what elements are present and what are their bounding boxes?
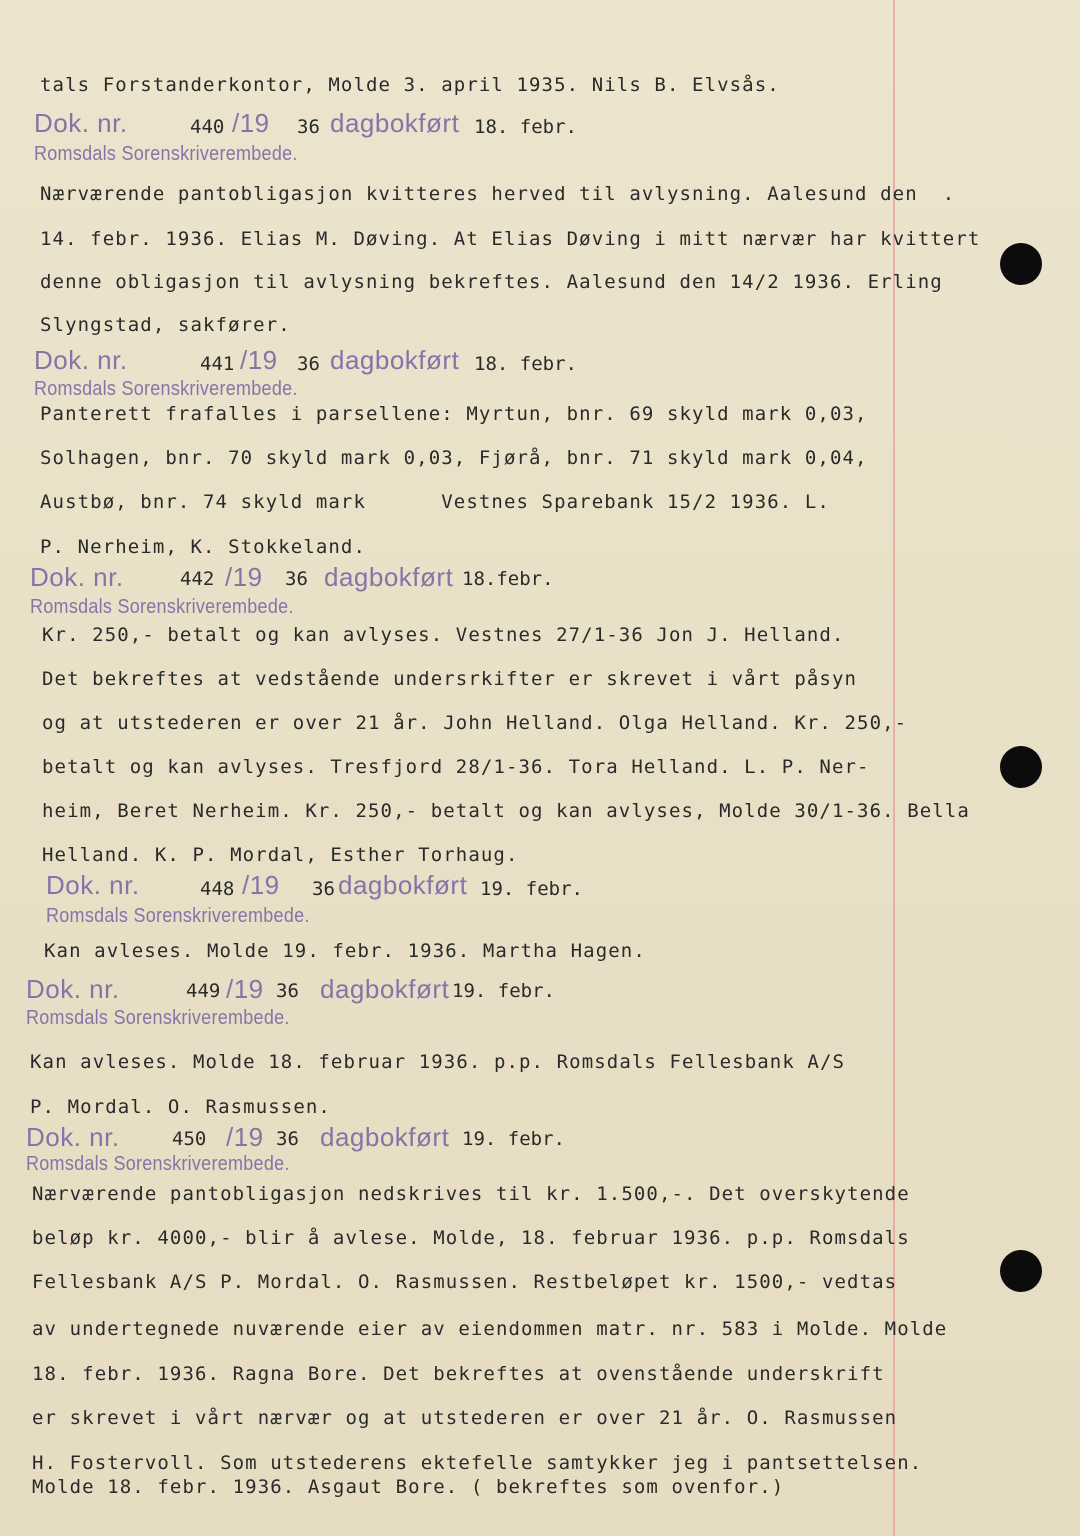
text-line: Det bekreftes at vedstående undersrkifter er skrevet i vårt påsyn [42, 668, 858, 690]
dagbok-label: dagbokført [330, 108, 460, 138]
year-prefix: /19 [242, 870, 280, 900]
dok-nr-label: Dok. nr. [34, 108, 128, 138]
text-line: P. Mordal. O. Rasmussen. [30, 1096, 331, 1118]
binder-hole [1000, 243, 1042, 285]
dok-number: 450 [172, 1128, 207, 1150]
year-prefix: /19 [240, 345, 278, 375]
text-line: denne obligasjon til avlysning bekreftes. Aalesund den 14/2 1936. Erling [40, 271, 943, 293]
entry-date: 19. febr. [480, 878, 583, 900]
text-line: og at utstederen er over 21 år. John Helland. Olga Helland. Kr. 250,- [42, 712, 908, 734]
text-line: Austbø, bnr. 74 skyld mark Vestnes Sparebank 15/2 1936. L. [40, 491, 830, 513]
entry-date: 18. febr. [474, 116, 577, 138]
text-line: P. Nerheim, K. Stokkeland. [40, 536, 367, 558]
text-line: heim, Beret Nerheim. Kr. 250,- betalt og kan avlyses, Molde 30/1-36. Bella [42, 800, 970, 822]
text-line: Solhagen, bnr. 70 skyld mark 0,03, Fjørå, bnr. 71 skyld mark 0,04, [40, 447, 868, 469]
text-line: 14. febr. 1936. Elias M. Døving. At Elias Døving i mitt nærvær har kvittert [40, 228, 981, 250]
office-name: Romsdals Sorenskriverembede. [46, 905, 310, 927]
text-line: Kan avleses. Molde 19. febr. 1936. Martha Hagen. [44, 940, 646, 962]
dagbok-label: dagbokført [320, 1122, 450, 1152]
text-line: Nærværende pantobligasjon nedskrives til kr. 1.500,-. Det overskytende [32, 1183, 910, 1205]
text-line: er skrevet i vårt nærvær og at utstederen er over 21 år. O. Rasmussen [32, 1407, 898, 1429]
dok-nr-label: Dok. nr. [26, 1122, 120, 1152]
text-line: tals Forstanderkontor, Molde 3. april 1935. Nils B. Elvsås. [40, 74, 780, 96]
dok-nr-label: Dok. nr. [26, 974, 120, 1004]
year-suffix: 36 [297, 116, 320, 138]
dagbok-label: dagbokført [320, 974, 450, 1004]
entry-date: 18. febr. [474, 353, 577, 375]
text-line: av undertegnede nuværende eier av eiendommen matr. nr. 583 i Molde. Molde [32, 1318, 948, 1340]
text-line: Panterett frafalles i parsellene: Myrtun, bnr. 69 skyld mark 0,03, [40, 403, 868, 425]
dagbok-label: dagbokført [330, 345, 460, 375]
year-suffix: 36 [276, 980, 299, 1002]
text-line: Molde 18. febr. 1936. Asgaut Bore. ( bekreftes som ovenfor.) [32, 1476, 785, 1498]
year-prefix: /19 [226, 974, 264, 1004]
binder-hole [1000, 746, 1042, 788]
text-line: Helland. K. P. Mordal, Esther Torhaug. [42, 844, 519, 866]
text-line: Kan avleses. Molde 18. februar 1936. p.p. Romsdals Fellesbank A/S [30, 1051, 846, 1073]
text-line: betalt og kan avlyses. Tresfjord 28/1-36. Tora Helland. L. P. Ner- [42, 756, 870, 778]
text-line: Kr. 250,- betalt og kan avlyses. Vestnes 27/1-36 Jon J. Helland. [42, 624, 845, 646]
dagbok-label: dagbokført [338, 870, 468, 900]
year-prefix: /19 [226, 1122, 264, 1152]
dok-nr-label: Dok. nr. [34, 345, 128, 375]
year-suffix: 36 [285, 568, 308, 590]
dok-number: 440 [190, 116, 225, 138]
text-line: 18. febr. 1936. Ragna Bore. Det bekreftes at ovenstående underskrift [32, 1363, 885, 1385]
year-suffix: 36 [312, 878, 335, 900]
year-suffix: 36 [297, 353, 320, 375]
office-name: Romsdals Sorenskriverembede. [34, 378, 298, 400]
office-name: Romsdals Sorenskriverembede. [34, 143, 298, 165]
office-name: Romsdals Sorenskriverembede. [26, 1007, 290, 1029]
entry-date: 19. febr. [452, 980, 555, 1002]
dok-number: 442 [180, 568, 215, 590]
entry-date: 19. febr. [462, 1128, 565, 1150]
entry-date: 18.febr. [462, 568, 554, 590]
text-line: beløp kr. 4000,- blir å avlese. Molde, 18. februar 1936. p.p. Romsdals [32, 1227, 910, 1249]
text-line: Nærværende pantobligasjon kvitteres herved til avlysning. Aalesund den . [40, 183, 956, 205]
dok-number: 441 [200, 353, 235, 375]
text-line: Fellesbank A/S P. Mordal. O. Rasmussen. Restbeløpet kr. 1500,- vedtas [32, 1271, 898, 1293]
year-suffix: 36 [276, 1128, 299, 1150]
text-line: Slyngstad, sakfører. [40, 314, 291, 336]
year-prefix: /19 [232, 108, 270, 138]
dok-nr-label: Dok. nr. [46, 870, 140, 900]
office-name: Romsdals Sorenskriverembede. [26, 1153, 290, 1175]
dok-number: 449 [186, 980, 221, 1002]
year-prefix: /19 [225, 562, 263, 592]
binder-hole [1000, 1250, 1042, 1292]
dok-number: 448 [200, 878, 235, 900]
dagbok-label: dagbokført [324, 562, 454, 592]
dok-nr-label: Dok. nr. [30, 562, 124, 592]
office-name: Romsdals Sorenskriverembede. [30, 596, 294, 618]
text-line: H. Fostervoll. Som utstederens ektefelle samtykker jeg i pantsettelsen. [32, 1452, 923, 1474]
